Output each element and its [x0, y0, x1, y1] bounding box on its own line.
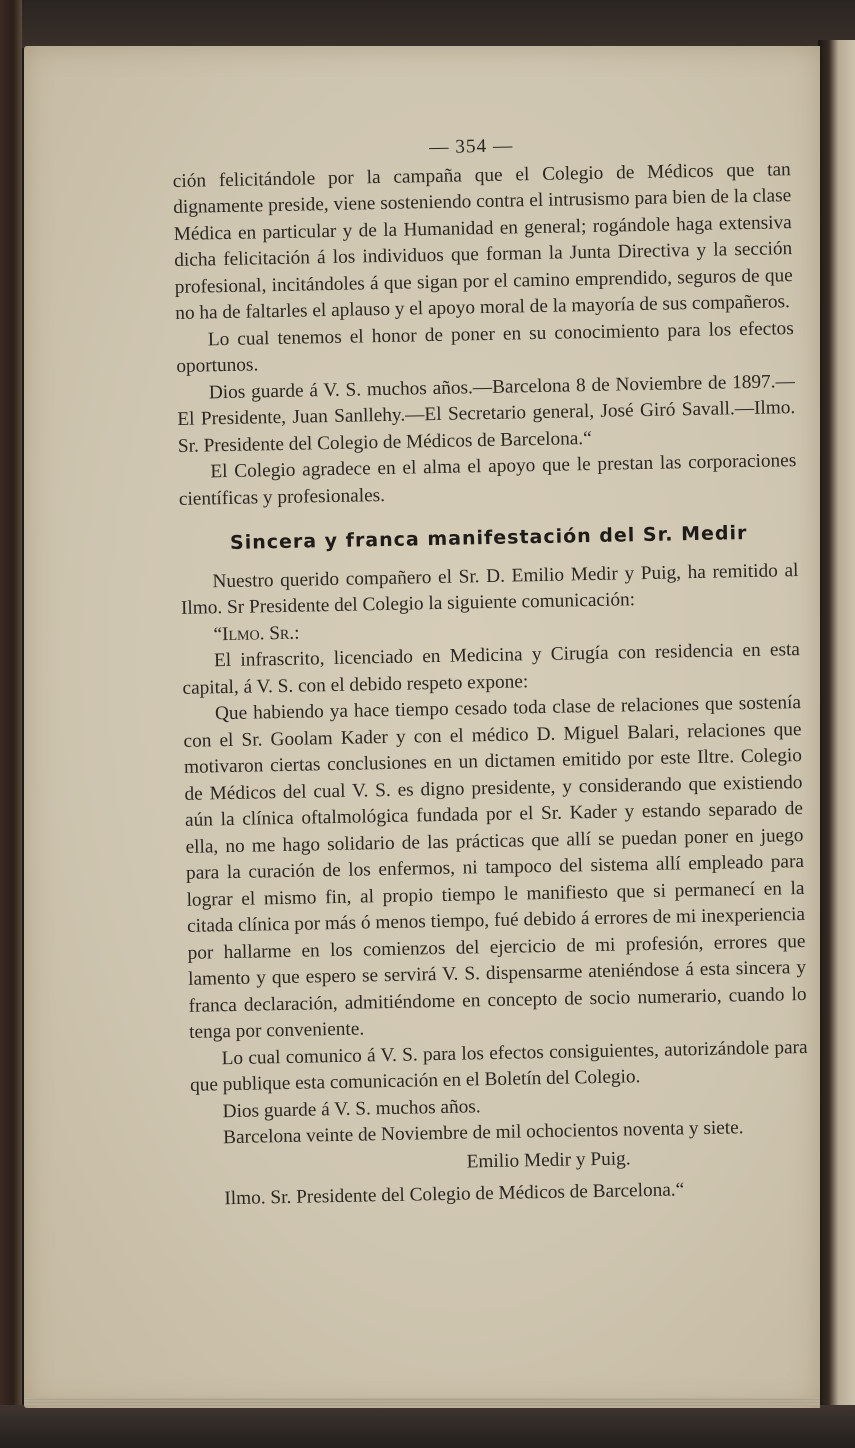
- section-heading: Sincera y franca manifestación del Sr. Medir: [229, 522, 748, 554]
- section-intro: Nuestro querido compañero el Sr. D. Emilio Medir y Puig, ha remitido al Ilmo. Sr Presidente del Colegio la siguiente comunicación:: [180, 559, 799, 619]
- paragraph: El Colegio agradece en el alma el apoyo que le prestan las corporaciones científicas y profesionales.: [178, 450, 797, 510]
- facing-page-edge: [818, 40, 855, 1412]
- scanner-background-top: [0, 0, 855, 48]
- addressee: Ilmo. Sr. Presidente del Colegio de Médicos de Barcelona.“: [224, 1179, 685, 1210]
- paragraph: Dios guarde á V. S. muchos años.—Barcelona 8 de Noviembre de 1897.—El Presidente, Juan Sanllehy.—El Secretario general, José Giró Savall.—Ilmo. Sr. Presidente del Colegio de Médicos de Barcelona.“: [177, 370, 796, 457]
- letter-paragraph: Que habiendo ya hace tiempo cesado toda clase de relaciones que sostenía con el Sr. Goolam Kader y con el médico D. Miguel Balari, relaciones que motivaron ciertas conclusiones en un dictamen emitido por este Iltre. Colegio de Médicos del cual V. S. es digno presidente, y considerando que existiendo aún la clínica oftalmológica fundada por el Sr. Kader y estando separado de ella, no me hago solidario de las prácticas que allí se puedan poner en juego para la curación de los enfermos, ni tampoco del sistema allí empleado para lograr el mismo fin, al propio tiempo le manifiesto que si permanecí en la citada clínica por más ó menos tiempo, fué debido á errores de mi inexperiencia por hallarme en los comienzos del ejercicio de mi profesión, errores que lamento y que espero se servirá V. S. dispensarme ateniéndose á esta sincera y franca declaración, admitiéndome en concepto de socio numerario, cuando lo tenga por conveniente.: [183, 692, 807, 1043]
- book-spine: [0, 0, 22, 1448]
- signature: Emilio Medir y Puig.: [466, 1147, 631, 1173]
- salutation: “Ilmo. Sr.:: [213, 622, 300, 645]
- scanner-background-bottom: [0, 1405, 855, 1448]
- letter-closing: Dios guarde á V. S. muchos años.: [222, 1095, 481, 1122]
- page-number: — 354 —: [428, 135, 514, 159]
- letter-date: Barcelona veinte de Noviembre de mil ochocientos noventa y siete.: [222, 1117, 744, 1149]
- paragraph: Lo cual tenemos el honor de poner en su conocimiento para los efectos oportunos.: [176, 317, 794, 377]
- letter-paragraph: Lo cual comunico á V. S. para los efectos consiguientes, autorizándole para que publique esta comunicación en el Boletín del Colegio.: [189, 1036, 808, 1096]
- letter-paragraph: El infrascrito, licenciado en Medicina y Cirugía con residencia en esta capital, á V. S. con el debido respeto expone:: [182, 639, 801, 699]
- page-stack-edges: [24, 1398, 820, 1406]
- page-text: [172, 128, 810, 1213]
- paragraph-continuation: ción felicitándole por la campaña que el Colegio de Médicos que tan dignamente preside, viene sosteniendo contra el intrusismo para bien de la clase Médica en particular y de la Humanidad en general; rogándole haga extensiva dicha felicitación á los individuos que forman la Junta Directiva y la sección profesional, incitándoles á que sigan por el camino emprendido, seguros de que no ha de faltarles el aplauso y el apoyo moral de la mayoría de sus compañeros.: [172, 158, 793, 324]
